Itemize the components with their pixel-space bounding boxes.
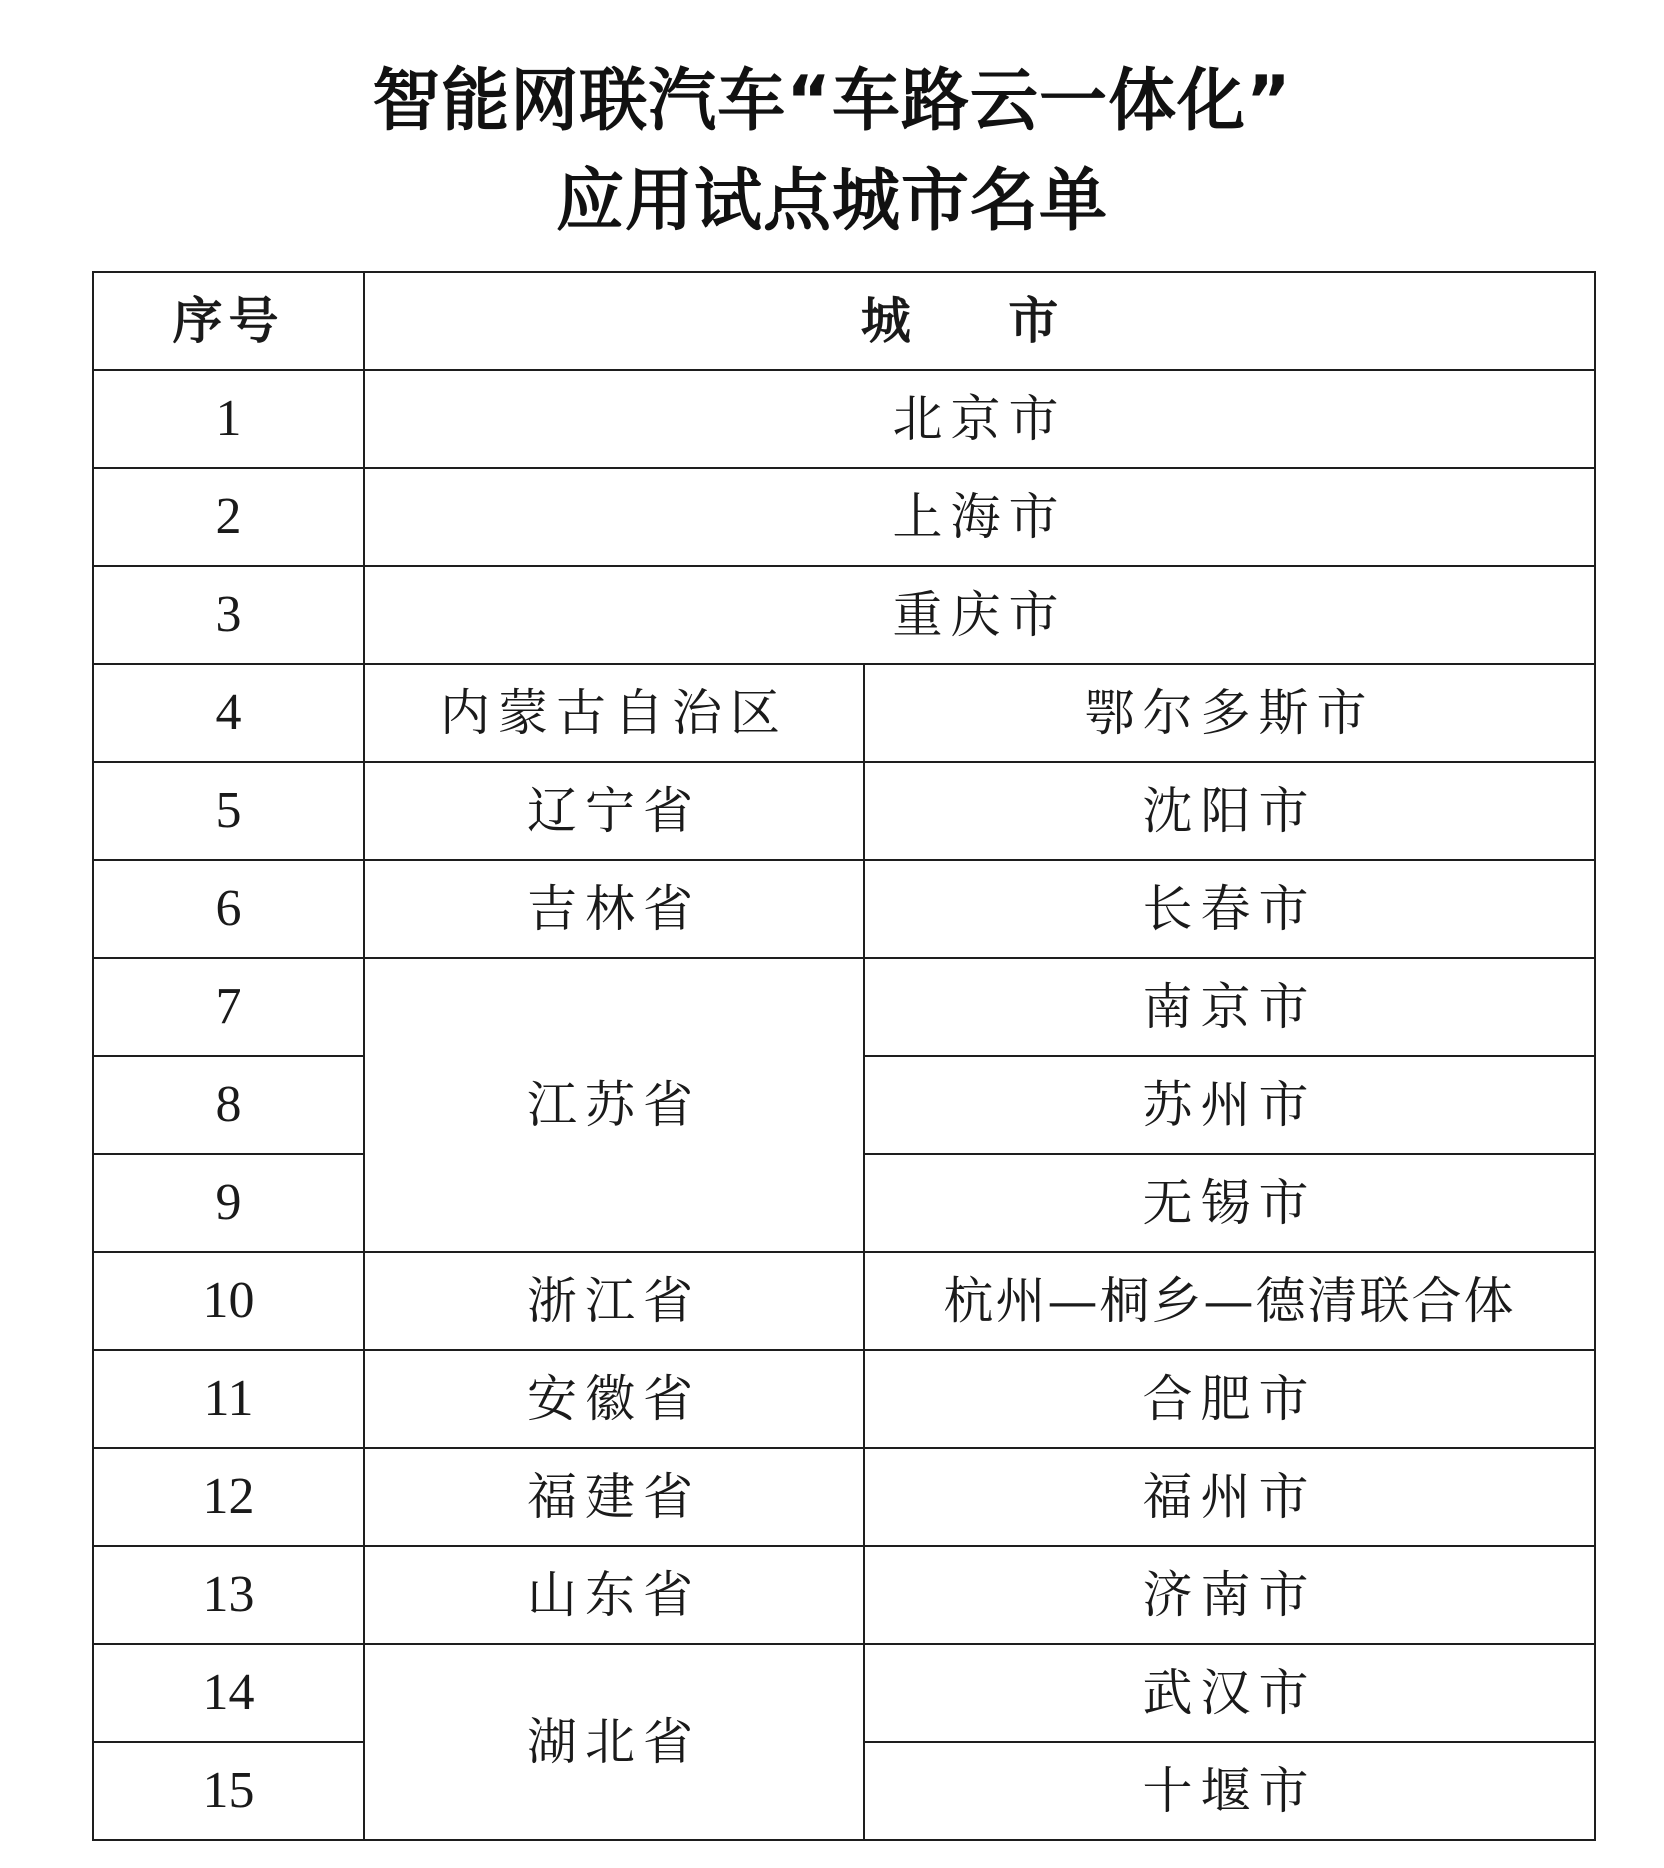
row-index: 11 — [93, 1350, 364, 1448]
row-city: 福州市 — [864, 1448, 1595, 1546]
row-city: 南京市 — [864, 958, 1595, 1056]
row-index: 1 — [93, 370, 364, 468]
row-city: 十堰市 — [864, 1742, 1595, 1840]
row-city: 武汉市 — [864, 1644, 1595, 1742]
row-index: 9 — [93, 1154, 364, 1252]
table-header-row — [93, 272, 1595, 370]
row-index: 3 — [93, 566, 364, 664]
row-province: 安徽省 — [364, 1350, 864, 1448]
row-index: 13 — [93, 1546, 364, 1644]
table-row — [93, 566, 1595, 664]
row-index: 7 — [93, 958, 364, 1056]
row-index: 14 — [93, 1644, 364, 1742]
row-index: 6 — [93, 860, 364, 958]
row-province: 吉林省 — [364, 860, 864, 958]
row-city: 沈阳市 — [864, 762, 1595, 860]
row-province: 江苏省 — [364, 958, 864, 1252]
table-row — [93, 860, 1595, 958]
row-province: 湖北省 — [364, 1644, 864, 1840]
row-province: 福建省 — [364, 1448, 864, 1546]
header-city: 城 市 — [364, 272, 1595, 370]
table-row — [93, 1448, 1595, 1546]
row-city: 济南市 — [864, 1546, 1595, 1644]
row-city: 鄂尔多斯市 — [864, 664, 1595, 762]
row-city: 合肥市 — [864, 1350, 1595, 1448]
document-title-line-2: 应用试点城市名单 — [555, 162, 1108, 241]
row-city: 北京市 — [364, 370, 1595, 468]
row-index: 5 — [93, 762, 364, 860]
row-index: 4 — [93, 664, 364, 762]
table-row — [93, 958, 1595, 1056]
document-title-line-1: 智能网联汽车“车路云一体化” — [372, 62, 1292, 141]
row-city: 重庆市 — [364, 566, 1595, 664]
row-index: 8 — [93, 1056, 364, 1154]
header-index: 序号 — [93, 272, 364, 370]
row-index: 2 — [93, 468, 364, 566]
table-row — [93, 664, 1595, 762]
table-row — [93, 1546, 1595, 1644]
row-city: 上海市 — [364, 468, 1595, 566]
row-province: 山东省 — [364, 1546, 864, 1644]
table-row — [93, 468, 1595, 566]
row-city: 苏州市 — [864, 1056, 1595, 1154]
table-row — [93, 762, 1595, 860]
row-city: 杭州—桐乡—德清联合体 — [864, 1252, 1595, 1350]
table-row — [93, 1252, 1595, 1350]
row-index: 10 — [93, 1252, 364, 1350]
row-city: 无锡市 — [864, 1154, 1595, 1252]
table-row — [93, 1644, 1595, 1742]
row-index: 12 — [93, 1448, 364, 1546]
table-row — [93, 1350, 1595, 1448]
pilot-city-table — [92, 271, 1596, 1841]
row-province: 浙江省 — [364, 1252, 864, 1350]
table-row — [93, 370, 1595, 468]
row-city: 长春市 — [864, 860, 1595, 958]
row-index: 15 — [93, 1742, 364, 1840]
row-province: 内蒙古自治区 — [364, 664, 864, 762]
row-province: 辽宁省 — [364, 762, 864, 860]
